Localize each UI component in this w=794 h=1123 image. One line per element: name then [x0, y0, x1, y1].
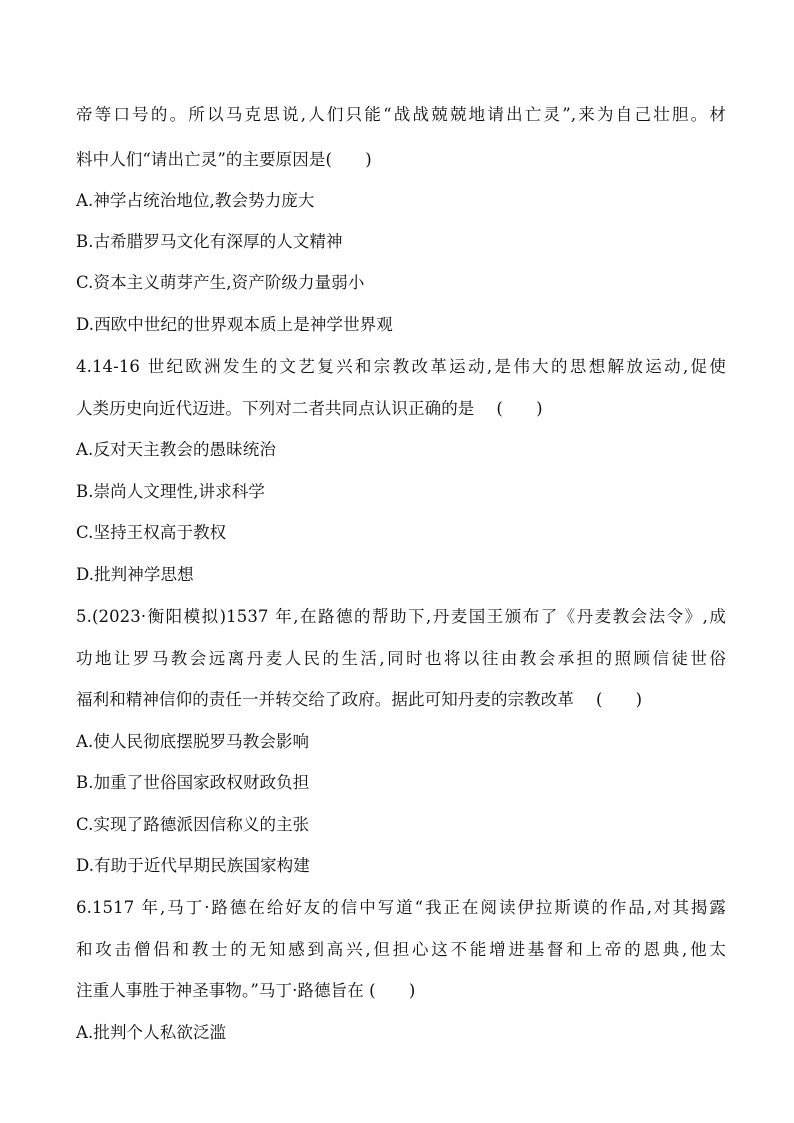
- q5-stem-line-3: 福利和精神信仰的责任一并转交给了政府。据此可知丹麦的宗教改革 ( ): [76, 690, 643, 709]
- q5-option-a: A.使人民彻底摆脱罗马教会影响: [76, 732, 310, 751]
- q3-stem-line-1: 帝等口号的。所以马克思说,人们只能“战战兢兢地请出亡灵”,来为自己壮胆。材: [76, 105, 726, 124]
- q4-option-c: C.坚持王权高于教权: [76, 523, 227, 542]
- q5-option-c: C.实现了路德派因信称义的主张: [76, 815, 310, 834]
- q4-option-b: B.崇尚人文理性,讲求科学: [76, 482, 265, 501]
- q5-option-d: D.有助于近代早期民族国家构建: [76, 856, 310, 875]
- q3-option-a: A.神学占统治地位,教会势力庞大: [76, 191, 315, 210]
- q4-stem-line-2: 人类历史向近代迈进。下列对二者共同点认识正确的是 ( ): [76, 399, 543, 418]
- q5-stem-line-1: 5.(2023·衡阳模拟)1537 年,在路德的帮助下,丹麦国王颁布了《丹麦教会法令》,成: [76, 607, 726, 626]
- q4-option-a: A.反对天主教会的愚昧统治: [76, 440, 276, 459]
- q3-option-c: C.资本主义萌芽产生,资产阶级力量弱小: [76, 273, 365, 292]
- q3-option-d: D.西欧中世纪的世界观本质上是神学世界观: [76, 315, 393, 334]
- q5-option-b: B.加重了世俗国家政权财政负担: [76, 773, 310, 792]
- q6-stem-line-2: 和攻击僧侣和教士的无知感到高兴,但担心这不能增进基督和上帝的恩典,他太: [76, 940, 726, 959]
- q6-option-a: A.批判个人私欲泛滥: [76, 1023, 227, 1042]
- q4-option-d: D.批判神学思想: [76, 565, 194, 584]
- q6-stem-line-1: 6.1517 年,马丁·路德在给好友的信中写道“我正在阅读伊拉斯谟的作品,对其揭露: [76, 898, 726, 917]
- q6-stem-line-3: 注重人事胜于神圣事物。”马丁·路德旨在 ( ): [76, 981, 416, 1000]
- q3-stem-line-2: 料中人们“请出亡灵”的主要原因是( ): [76, 150, 372, 169]
- q4-stem-line-1: 4.14-16 世纪欧洲发生的文艺复兴和宗教改革运动,是伟大的思想解放运动,促使: [76, 357, 726, 376]
- q5-stem-line-2: 功地让罗马教会远离丹麦人民的生活,同时也将以往由教会承担的照顾信徒世俗: [76, 649, 726, 668]
- q3-option-b: B.古希腊罗马文化有深厚的人文精神: [76, 232, 343, 251]
